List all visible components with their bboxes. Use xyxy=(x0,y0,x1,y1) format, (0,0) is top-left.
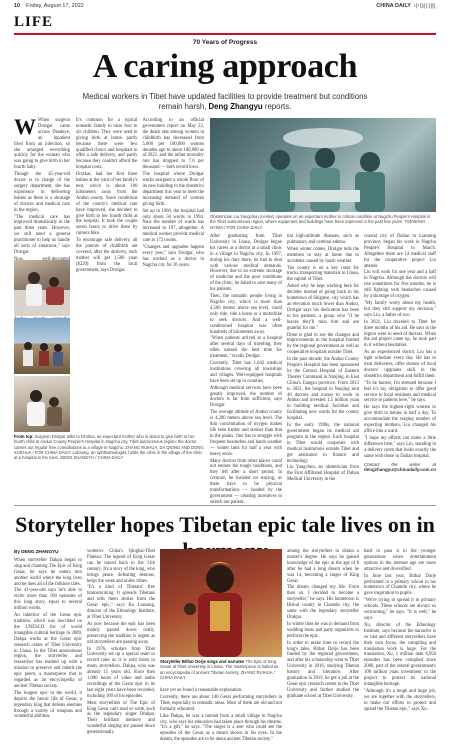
story1-paragraph: "I hope my efforts can make a little difference here," says Liu, standing in a delivery room that looks exactly the same with those in Dalian hospital. xyxy=(364,435,436,459)
section-rule xyxy=(14,33,436,35)
story2-paragraph: Like Dakpa, he was a nomad from a small village in Nagchu city, who says his education had taken place through his dreams. "It's a gift," he says. "The singer is a seer who could see the episodes of the Gesar as a dream shown in his eyes. In the dream, the episodes are to be about ancient Tibetan society." xyxy=(160,713,282,743)
story1-paragraph: He says the highest-right women to give birth to babies in half a day. To accommodate the surging number of expecting mothers, Liu changed his office into a ward. xyxy=(364,405,436,434)
story2-paragraph: The 41-year-old says he's able to recite more than 100 episodes of this long story, equal to several million words. xyxy=(14,588,82,612)
story1-deck-text: Medical workers in Tibet have updated facilities to provide treatment but conditions remain harsh, xyxy=(82,92,368,111)
publication-name-cn: 中国日报 xyxy=(413,4,436,10)
story1-paragraph: Done is glad to see the changes and improvements to the hospital funded by the regional government as well as cooperative hospitals outside Tibet. xyxy=(287,332,359,356)
story1-paragraph: To encourage safe delivery, all the parents of childbirth are covered, after the delivery, each mother will get 1,500 yuan ($220) from the local government, says Drolgar. xyxy=(76,238,138,273)
signoff-email[interactable]: dengzhangyu@chinadaily.com.cn xyxy=(364,467,437,473)
story1-headline: A caring approach xyxy=(92,48,358,85)
photo-operating-caption-text: Obstetrician Liu Yangchun (center) operates on an expectant mother in critical condition at Nagchu People's Hospital in the Tibet autonomous region, where equipment and buildings have been improved in the past few years. xyxy=(210,214,431,225)
photo-storyteller-credit: ZHANG RUIHUA / CHINA DAILY xyxy=(160,669,275,680)
story2-paragraph: women's China's Qinghai-Tibet Plateau. The legend of King Gesar can be traced back to the 11th century. It's a story of the king, who brings peace, defeating demons, helps the weak and unites tribes. xyxy=(87,549,155,584)
photo-operating-caption xyxy=(210,214,436,232)
story1-paragraph: Then, the nomadic people living in Nagchu city, which is more than 4,500 meters above sea level, could only ride, ride a horse or a motorbike to seek doctors. And a well-conditioned hospital was often hundreds of kilometers away. xyxy=(210,294,282,335)
story2-paragraph: hard to pass it to the younger generations when entertainment options in the internet age are more attractive and diversified. xyxy=(364,549,436,572)
story1-paragraph: The average altitude of Anduo county is 4,200 meters above sea level. The thin concentration of oxygen makes life here harder and sterner than that in the plains. One has to struggle with frequent headaches and harsh weather — winter lasts for half a year with heavy snow. xyxy=(210,410,282,457)
story1-signoff xyxy=(364,462,436,474)
publication-name: CHINA DAILY xyxy=(376,3,411,9)
story1-column-2 xyxy=(76,118,204,428)
photo-ophthalmologist xyxy=(14,376,70,432)
story1-paragraph: Asked why he kept working here for decades instead of going back to his hometown of Shigatse, city which has an elevation much lower than Anduo, Drolgar says his dedication has been to his patients, a group who "if he leaves they'll miss him and are grateful for me." xyxy=(287,284,359,331)
story2-column-1 xyxy=(14,549,82,739)
story1-paragraph: "My family worry about my health, but they still support my decision," says Liu, a father of two. xyxy=(364,300,436,318)
story1-paragraph: Liu will work for one year and a half in Nagchu. Although the doctors will rise sometimes for five months, he is still fighting with headaches caused by a shortage of oxygen. xyxy=(364,270,436,300)
story1-column-3 xyxy=(210,234,282,505)
story2-paragraph: The dream changed my life. From then on, I decided to become a storyteller," he says. His hometown is Bishui county in Chamdo city, the same with the legendary storyteller Drakpa. xyxy=(287,585,359,620)
story2-paragraph: In 1976, scholars from Tibet University set up a special team to record tales as it is sold listen to many storytellers. Dakpa, who was already 11 years old, Since then 1,000 hours of video and audio recordings of the Gesar epic in its last eight years have been recorded, including 180 of his episodes. xyxy=(87,646,155,699)
story1-paragraph: It's common for a typical nomadic family to raise four to six children. They were used to giving birth at home, partly because there were few qualified clinics and hospitals to offer a safe delivery, and partly because they couldn't afford the hospital costs. xyxy=(76,118,138,171)
story1-paragraph: Though the 45-year-old doctor is in charge of the surgery department, she has experience in delivering babies as there is a shortage of doctors and medical care in the region. xyxy=(14,172,70,213)
story1-paragraph: When winter comes, Drolgar tells the members to stay at home due to accidents caused by harsh weather. xyxy=(287,246,359,264)
story1-paragraph: In the early 1990s, the national government began its medical aid program in the region. Each hospital in Tibet would cooperate with medical institutions outside Tibet and get assistance in finance and technology. xyxy=(287,423,359,464)
story2-paragraph: among the storytellers to obtain a master's degree. He says he gained knowledge of the epic at the age of 8 after he had a long dream when he was 14, becoming a singer of King Gesar. xyxy=(287,549,359,584)
photo-operating-illustration xyxy=(210,118,436,212)
story2-paragraph: Xu, director of the Ethnology Institute, says because the narrative is so vast and different storytellers have their own focus, the compiling and translation work is huge. For the translation, Xu, 1 million man 6,950 episodes has been compiled since 2000, part of the central government's 100 million yuan investment in the project to protect its national intangible heritage. xyxy=(364,622,436,687)
story1-paragraph: Liu Yangchun, an obstetrician from the First Affiliated Hospital of Dalian Medical University in the xyxy=(287,465,359,483)
photo-operating-credit: TSEWANG NYIMA / FOR CHINA DAILY xyxy=(210,219,426,230)
story2-paragraph: In winter time he was in demand from wedding hosts and party organizers to perform the epic. xyxy=(287,621,359,639)
story1-byline: Deng Zhangyu xyxy=(208,102,263,111)
story1-kicker: 70 Years of Progress xyxy=(192,39,258,46)
story1-paragraph: The hospital where Drolgar works assigned a whole floor of its new building to the obstetrics department this year to meet the increasing demand of women giving birth. xyxy=(142,172,204,207)
story2-paragraph: "Although it's a tough and huge job, we are together with the storytellers, to make our efforts to protect and spread the Tibetan epic," says Xu. xyxy=(364,688,436,712)
photo-storyteller-caption-label: Storyteller Bithar Dorje sings and narrates xyxy=(160,659,245,664)
story1-paragraph: Although medical services have been greatly improved, the number of doctors is far from sufficient, says Drolgar. xyxy=(210,385,282,409)
signoff-prefix: Contact the writer at xyxy=(364,461,436,467)
story1-paragraph: In the past decade, the Anduo County People's Hospital has been sponsored by the Central Hospital of Eastern Theater Command in Nanjing, in East China's Jiangsu province. From 2013 to 2021, the hospital in Nanjing sent 40 doctors and nurses to work in Anduo and invested 1.5 million yuan in building medical facilities and facilitating new wards for the county hospital. xyxy=(287,357,359,422)
story2-column-2 xyxy=(87,549,155,739)
story1-paragraph: The county is on a key route for trucks transporting materials to Lhasa, the capital of Tibet. xyxy=(287,265,359,283)
story1-paragraph: Drolkar, had her first three babies at the yard of her family's tent, which is about 100 kilometers away from the Anduo county. Since conditions of the county's medical care have improved, she decided to give birth to her fourth child at the hospital. It took the couple seven hours to drive there by camera bike. xyxy=(76,172,138,237)
story2-paragraph: "It's a kind of Tibetans' free brainstorming. It spreads Tibetans and tells them stories from the Gesar epic," says Ka Luosang, director of the Ethnology Institute, at Tibet University. xyxy=(87,585,155,620)
story2-column-3 xyxy=(160,688,282,743)
story1-paragraph: According to an official government report on May 22, the death rate among women in childbirth has decreased from 5,000 per 100,000 women decades ago to about 180,000 as of 2021, and the infant mortality rate has dropped to 7.6 per thousand — both record lows. xyxy=(142,118,204,171)
story2-paragraph: have yet on found a reasonable explanation. xyxy=(160,688,243,693)
photo-village-illustration xyxy=(14,318,70,374)
story1-paragraph: "To be honest, I'm stressed because I feel it's my obligation to offer good service to local residents and medical service to patients here," he says. xyxy=(364,380,436,404)
story2-paragraph: In order to make time to record the king's tales, Bithar Dorje has been funded by the regional government, and after his scholarship went to Tibet University in 2016, studying Tibetan history and literature. After graduation in 2019, he got a job at the Gesar epic research center in the Tibet University and further studied the graduate school at Tibet University. xyxy=(287,640,359,699)
page-number: 10 xyxy=(14,3,21,9)
story1-paragraph: Many doctors from other places could not endure the tough conditions, and they left after a short period. In contrast, he insisted on staying, as there have to be physical transformations — headed by the government — creating incentives to stretch out patient. xyxy=(210,458,282,505)
story2-column-4 xyxy=(287,549,359,739)
photo-set-caption-text: Surgeon Drolgar talks to Drolma, an expectant mother who is about to give birth to her fourth child at Anduo County People's Hospital in Nagchu city, Tibet autonomous region; the doctor carries out regular free consultations to a village in Nagchu. ZHANG RUIHUA, DA QIONG AND DONG XUEHUA / FOR CHINA DAILY; Lobsang, an ophthalmologist, holds the clinic in the village of the clinic at a hospital in the town. DENG ZHANGYU / CHINA DAILY xyxy=(14,434,204,461)
story2-paragraph: The longest epic in the world, it depicts the heroic life of Gesar, a legendary king that defeats enemies through a variety of weapons and wonderful abilities. xyxy=(14,690,82,720)
story1-paragraph: coastal city of Dalian in Liaoning province, began his work in Nagchu People's Hospital in March. Altogether there are 14 medical staff for the cooperative project Liu attends. xyxy=(364,234,436,269)
story1-column-1 xyxy=(14,114,70,258)
photo-ophthalmologist-illustration xyxy=(14,376,70,432)
story1-paragraph: W When surgeon Drolgar came across Deadeye, an inpatient fried from an infection, so she arranged everything quickly for the woman who was going to give birth to her fourth baby. xyxy=(14,114,70,171)
photo-surgeon-illustration xyxy=(14,260,70,316)
story-separator xyxy=(14,505,436,506)
story2-byline: By DENG ZHANGYU xyxy=(14,549,59,554)
story1-paragraph: "When patients arrived at a hospital after several days of traveling, they often missed the best time for treatment," recalls Drolgar. xyxy=(210,336,282,360)
story1-paragraph: After graduating from Tibet University in Lhasa, Drolgar began his career as a doctor at a small clinic in a village in Nagchu city. In 1997, during his duty there, he had to deal with various medical demands. However, due to an extreme shortage of medicine and the poor conditions of the clinic, he failed to save many of his patients. xyxy=(210,234,282,293)
story1-paragraph: As an experienced doctor, Liu has a tight schedule every day. He has to treat deliveries, offer dozens of local doctors' upgrades skill in the obstetrics department and fulfill them. xyxy=(364,350,436,379)
story1-paragraph: tial high-altitude diseases, such as pulmonary and cerebral edema. xyxy=(287,234,359,245)
photo-obstetrician-operating xyxy=(210,118,436,212)
story2-paragraph: When storyteller Dakpa began to sing and chanting The Epic of King Gesar, he says he enters into another world where the king lives and he does all of the folklore tales. xyxy=(14,557,82,587)
issue-date: Friday, August 17, 2022 xyxy=(26,3,84,9)
drop-cap: W xyxy=(14,114,36,139)
photo-storyteller-caption xyxy=(160,659,282,685)
story1-deck xyxy=(70,92,380,112)
section-title: LIFE xyxy=(14,14,54,30)
photo-village-consultation xyxy=(14,318,70,374)
story2-paragraph: "We're trying to spread it to primary schools. These schools are always so welcoming," he says. "It is well," he says. xyxy=(364,598,436,621)
story2-paragraph: In June last year, Bithar Dorje performed in a primary school in his hometown of Chamdo city, where he gave inspiration to pupils. xyxy=(364,573,436,597)
photo-set-caption xyxy=(14,434,204,464)
story1-paragraph: "The medical care has improved dramatically in the past three years. However, we still need a general practitioner to help us handle all sorts of situations," says Drolgar. xyxy=(14,214,70,255)
story1-paragraph: "Changes and upgrades happen every year," says Drolgar, who has worked as a doctor in Nagchu city for 26 years. xyxy=(142,245,204,268)
story2-paragraph: As now because the epic has been mainly passed down orally, preserving the tradition is urgent as old storytellers are passing away. xyxy=(87,621,155,645)
photo-storyteller-caption-text: The Epic of King Gesar at Tibet University in Lhasa. The masterpiece is hailed as an encyclopedia of ancient Tibetan society. xyxy=(160,659,279,675)
story1-paragraph: In 2021, Liu traveled to Tibet for three months of his aid. He says in the region were in need of doctors. When the aid project came up, he took part in it without hesitation. xyxy=(364,319,436,349)
story2-paragraph: An inheritor of the Gesar epic tradition, which was inscribed on the UNESCO list of world intangible cultural heritage in 2009, Dakpa works at the Gesar epic research center of Tibet University in Lhasa. In the Tibet autonomous region, the storyteller and researcher has teamed up with a mission to preserve and inherit the epic poem, a masterpiece that is regarded as an encyclopedia of ancient Tibetan society. xyxy=(14,613,82,689)
story1-column-5 xyxy=(364,234,436,498)
photo-storyteller xyxy=(160,549,282,657)
masthead-bar xyxy=(0,0,450,12)
story2-column-5 xyxy=(364,549,436,739)
story2-paragraph: Currently, there are about 140 Gesar performing storytellers in Tibet, especially in nomadic areas. Most of them are old and not formally educated. xyxy=(160,694,282,712)
photo-storyteller-illustration xyxy=(160,549,282,657)
story1-column-4 xyxy=(287,234,359,498)
photo-surgeon-and-mother xyxy=(14,260,70,316)
photo-set-caption-label: From top: xyxy=(14,434,34,439)
story2-headline: Storyteller hopes Tibetan epic tale lives on in xyxy=(15,512,435,537)
story1-paragraph: Set up in 1960, the hospital had only about 50 words in 1994. Now the number of wards has increased to 107, altogether. A medical worker provide medical care at 172 rooms. xyxy=(142,208,204,244)
story1-paragraph: Currently, Tibet has 1,642 medical institutions covering all townships and villages. Well-equipped hospitals have been set up in counties. xyxy=(210,361,282,384)
story2-paragraph: Most storytellers of The Epic of King Gesar can't read or write, such as the legendary singer Drakpa. Their brilliant memory and wonderful singing are passed down generationally. xyxy=(87,700,155,736)
story1-deck-tail: reports. xyxy=(262,102,292,111)
